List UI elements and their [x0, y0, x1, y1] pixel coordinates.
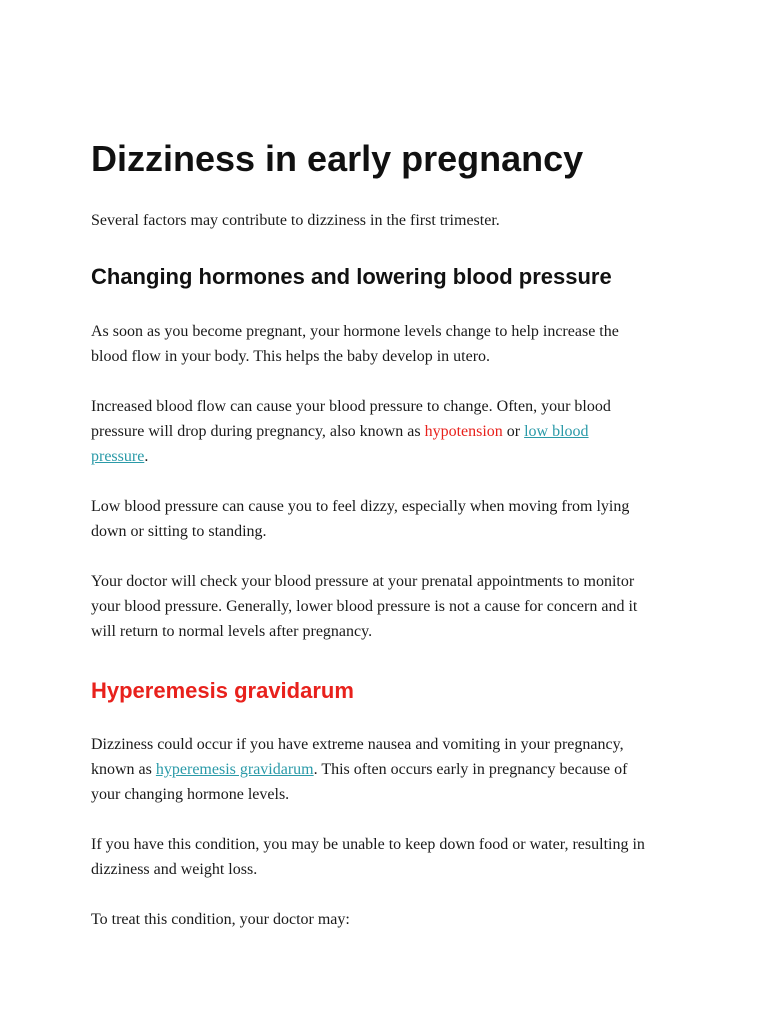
- paragraph-text: known as: [91, 761, 156, 778]
- paragraph-treatment-intro: [91, 907, 691, 932]
- page-title: Dizziness in early pregnancy: [91, 138, 584, 179]
- hyperemesis-gravidarum-link[interactable]: hyperemesis gravidarum: [155, 761, 314, 778]
- paragraph-hormone-levels: [91, 319, 691, 369]
- section-heading-hormones: Changing hormones and lowering blood pressure: [91, 264, 612, 289]
- paragraph-line: your changing hormone levels.: [91, 786, 290, 803]
- paragraph-text: . This often occurs early in pregnancy because of: [313, 761, 628, 778]
- paragraph-line: blood flow in your body. This helps the baby develop in utero.: [91, 348, 491, 365]
- section-heading-hyperemesis: Hyperemesis gravidarum: [91, 678, 354, 703]
- paragraph-line: [91, 757, 691, 782]
- paragraph-line: your blood pressure. Generally, lower blood pressure is not a cause for concern and it: [91, 598, 638, 615]
- paragraph-low-blood-pressure: [91, 494, 691, 544]
- paragraph-text: or: [502, 423, 525, 440]
- low-blood-pressure-link[interactable]: low blood: [524, 423, 589, 440]
- paragraph-line: dizziness and weight loss.: [91, 861, 258, 878]
- paragraph-condition-effects: [91, 832, 691, 882]
- paragraph-blood-flow: [91, 394, 691, 469]
- paragraph-line: Low blood pressure can cause you to feel dizzy, especially when moving from lying: [91, 498, 630, 515]
- paragraph-line: Your doctor will check your blood pressure at your prenatal appointments to monitor: [91, 573, 635, 590]
- paragraph-text: pressure will drop during pregnancy, also known as: [91, 423, 425, 440]
- paragraph-doctor-check: [91, 569, 691, 644]
- paragraph-line: To treat this condition, your doctor may:: [91, 911, 350, 928]
- paragraph-line: will return to normal levels after pregnancy.: [91, 623, 373, 640]
- low-blood-pressure-link-continued[interactable]: pressure: [91, 448, 145, 465]
- hypotension-highlight: hypotension: [424, 423, 503, 440]
- paragraph-line: Dizziness could occur if you have extreme nausea and vomiting in your pregnancy,: [91, 736, 624, 753]
- paragraph-line: [91, 444, 691, 469]
- paragraph-line: [91, 419, 691, 444]
- paragraph-line: As soon as you become pregnant, your hormone levels change to help increase the: [91, 323, 619, 340]
- paragraph-line: If you have this condition, you may be unable to keep down food or water, resulting in: [91, 836, 645, 853]
- paragraph-extreme-nausea: [91, 732, 691, 807]
- intro-text: Several factors may contribute to dizziness in the first trimester.: [91, 212, 500, 229]
- intro-paragraph: [91, 208, 691, 233]
- paragraph-line: down or sitting to standing.: [91, 523, 267, 540]
- paragraph-line: Increased blood flow can cause your blood pressure to change. Often, your blood: [91, 398, 611, 415]
- paragraph-text: .: [144, 448, 149, 465]
